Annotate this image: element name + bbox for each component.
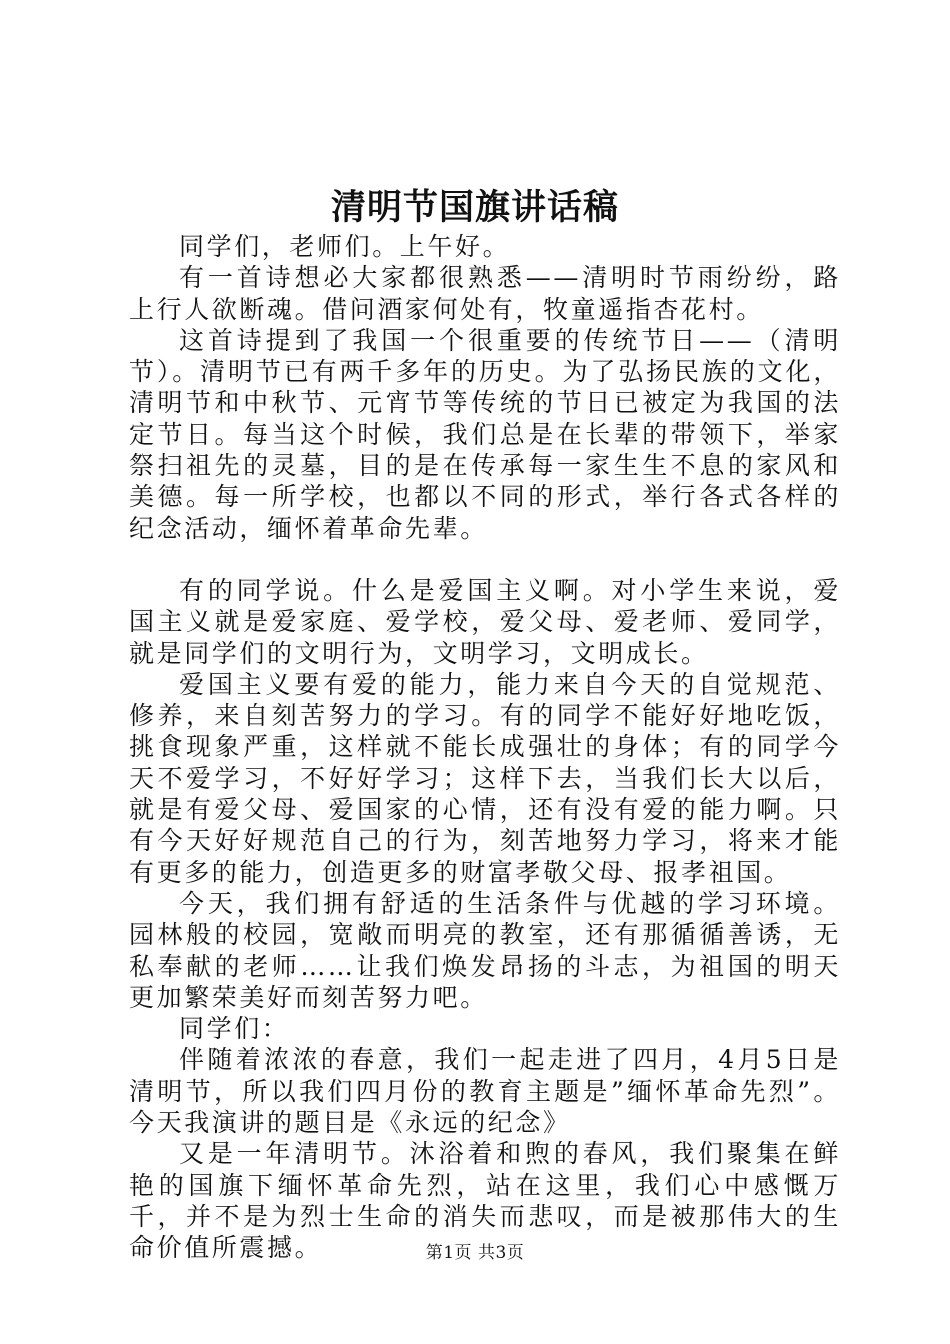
paragraph-today: 今天，我们拥有舒适的生活条件与优越的学习环境。园林般的校园，宽敞而明亮的教室，还有那循循善诱，无私奉献的老师……让我们焕发昂扬的斗志，为祖国的明天更加繁荣美好而刻苦努力吧。 [129,888,841,1012]
paragraph-greeting: 同学们，老师们。上午好。 [179,232,511,261]
document-body [129,231,841,1264]
document-title: 清明节国旗讲话稿 [330,187,619,228]
paragraph-april-theme: 伴随着浓浓的春意，我们一起走进了四月，4月5日是清明节，所以我们四月份的教育主题是”缅怀革命先烈”。今天我演讲的题目是《永远的纪念》 [129,1045,841,1138]
paragraph-qingming-history: 这首诗提到了我国一个很重要的传统节日——（清明节）。清明节已有两千多年的历史。为了弘扬民族的文化，清明节和中秋节、元宵节等传统的节日已被定为我国的法定节日。每当这个时候，我们总是在长辈的带领下，举家祭扫祖先的灵墓，目的是在传承每一家生生不息的家风和美德。每一所学校，也都以不同的形式，举行各式各样的纪念活动，缅怀着革命先辈。 [129,325,841,543]
paragraph-poem: 有一首诗想必大家都很熟悉——清明时节雨纷纷，路上行人欲断魂。借问酒家何处有，牧童遥指杏花村。 [129,263,841,324]
paragraph-ability-to-love: 爱国主义要有爱的能力，能力来自今天的自觉规范、修养，来自刻苦努力的学习。有的同学不能好好地吃饭，挑食现象严重，这样就不能长成强壮的身体；有的同学今天不爱学习，不好好学习；这样下去，当我们长大以后，就是有爱父母、爱国家的心情，还有没有爱的能力啊。只有今天好好规范自己的行为，刻苦地努力学习，将来才能有更多的能力，创造更多的财富孝敬父母、报孝祖国。 [129,669,841,887]
page-number-footer: 第1页 共3页 [425,1243,525,1263]
paragraph-salutation: 同学们： [179,1014,290,1044]
paragraph-patriotism-definition: 有的同学说。什么是爱国主义啊。对小学生来说，爱国主义就是爱家庭、爱学校，爱父母、爱老师、爱同学，就是同学们的文明行为，文明学习，文明成长。 [129,575,841,668]
paragraph-qingming-again: 又是一年清明节。沐浴着和煦的春风，我们聚集在鲜艳的国旗下缅怀革命先烈，站在这里，我们心中感慨万千，并不是为烈士生命的消失而悲叹，而是被那伟大的生命价值所震撼。 [129,1139,841,1263]
